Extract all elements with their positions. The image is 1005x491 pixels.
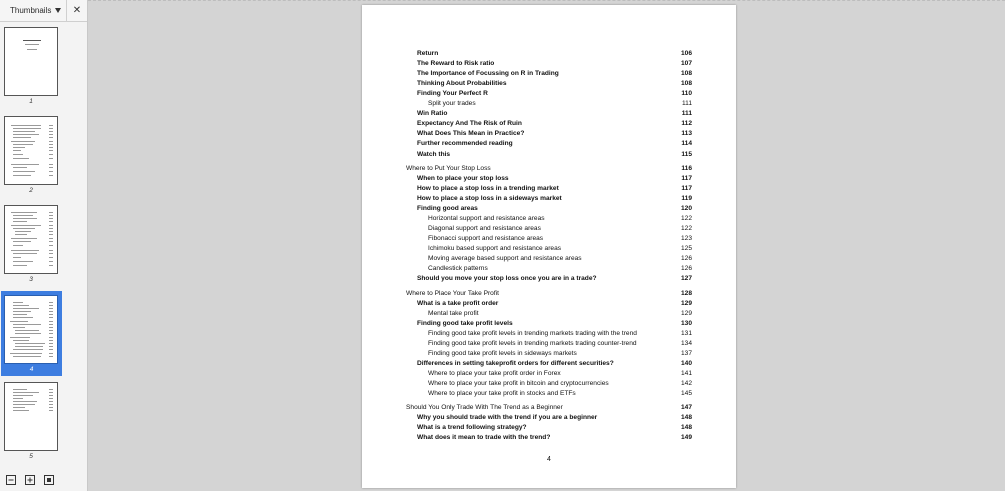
toc-entry[interactable] bbox=[362, 204, 736, 214]
toc-entry-title: Horizontal support and resistance areas bbox=[428, 215, 545, 222]
toc-entry-page: 149 bbox=[680, 434, 692, 442]
toc-entry[interactable] bbox=[362, 79, 736, 89]
toc-entry[interactable] bbox=[362, 433, 736, 443]
toc-entry[interactable] bbox=[362, 244, 736, 254]
toc-entry[interactable] bbox=[362, 329, 736, 339]
toc-entry[interactable] bbox=[362, 369, 736, 379]
toc-entry-title: Moving average based support and resistance areas bbox=[428, 255, 582, 263]
toc-entry[interactable] bbox=[362, 403, 736, 413]
toc-entry[interactable] bbox=[362, 423, 736, 433]
thumbnail-page-5[interactable] bbox=[0, 382, 64, 468]
toc-entry-title: The Reward to Risk ratio bbox=[417, 60, 495, 68]
toc-entry-page: 137 bbox=[680, 349, 692, 357]
toc-entry-page: 111 bbox=[681, 100, 692, 108]
toc-entry[interactable] bbox=[362, 194, 736, 204]
toc-entry-page: 129 bbox=[680, 299, 692, 307]
thumbnail-page-number: 2 bbox=[29, 187, 33, 194]
toc-entry[interactable] bbox=[362, 264, 736, 274]
toc-entry-title: Should You Only Trade With The Trend as a Beginner bbox=[406, 404, 563, 412]
thumbnail-page-2[interactable] bbox=[0, 116, 64, 202]
toc-entry-page: 116 bbox=[681, 164, 692, 172]
toc-entry[interactable] bbox=[362, 129, 736, 139]
toc-entry-page: 106 bbox=[680, 50, 692, 57]
toc-entry-page: 122 bbox=[680, 225, 692, 233]
toc-entry-title: What is a take profit order bbox=[417, 299, 499, 307]
toc-entry-title: Where to Put Your Stop Loss bbox=[406, 164, 491, 172]
toc-entry-page: 120 bbox=[680, 204, 692, 212]
toc-entry-title: Win Ratio bbox=[417, 110, 448, 118]
collapse-all-button[interactable] bbox=[4, 474, 17, 487]
thumbnail-page-image bbox=[4, 116, 58, 185]
thumbnail-page-1[interactable] bbox=[0, 27, 64, 113]
thumbnail-page-image bbox=[4, 295, 58, 364]
toc-entry[interactable] bbox=[362, 389, 736, 399]
toc-entry-title: Where to place your take profit order in Forex bbox=[428, 369, 561, 377]
toc-entry-page: 119 bbox=[681, 194, 692, 202]
toc-entry[interactable] bbox=[362, 214, 736, 224]
toc-entry-page: 108 bbox=[680, 80, 692, 88]
toc-entry-page: 126 bbox=[680, 265, 692, 273]
toc-entry-title: Where to place your take profit in bitcoin and cryptocurrencies bbox=[428, 380, 609, 387]
collapse-icon bbox=[6, 475, 16, 485]
toc-entry[interactable] bbox=[362, 319, 736, 329]
close-icon: ✕ bbox=[72, 5, 82, 16]
toc-entry-title: Finding good take profit levels in trending markets trading counter-trend bbox=[428, 339, 637, 347]
thumbnail-page-number: 5 bbox=[29, 453, 33, 460]
expand-current-icon bbox=[44, 475, 54, 485]
toc-entry-title: Finding good take profit levels in sideways markets bbox=[428, 349, 577, 357]
toc-entry[interactable] bbox=[362, 359, 736, 369]
toc-entry-title: How to place a stop loss in a sideways market bbox=[417, 194, 562, 202]
toc-entry-page: 117 bbox=[681, 174, 692, 182]
toc-entry-title: Diagonal support and resistance areas bbox=[428, 225, 541, 233]
toc-entry[interactable] bbox=[362, 69, 736, 79]
thumbnail-page-image bbox=[4, 205, 58, 274]
thumbnail-page-3[interactable] bbox=[0, 205, 64, 291]
thumbnail-sidebar bbox=[0, 0, 88, 491]
sidebar-footer bbox=[0, 469, 88, 491]
toc-entry-page: 110 bbox=[681, 90, 692, 98]
toc-entry-title: How to place a stop loss in a trending market bbox=[417, 184, 559, 192]
toc-entry-page: 113 bbox=[681, 130, 692, 138]
toc-entry-title: Finding Your Perfect R bbox=[417, 90, 488, 98]
chevron-down-icon bbox=[55, 8, 61, 13]
toc-entry-page: 125 bbox=[680, 245, 692, 253]
toc-entry-page: 115 bbox=[681, 150, 692, 158]
toc-entry-title: What Does This Mean in Practice? bbox=[417, 130, 525, 138]
toc-entry-page: 129 bbox=[680, 309, 692, 317]
toc-entry-title: Finding good areas bbox=[417, 204, 478, 212]
toc-entry-title: What does it mean to trade with the trend? bbox=[417, 434, 551, 442]
toc-entry-title: Mental take profit bbox=[428, 309, 479, 317]
expand-current-button[interactable] bbox=[42, 474, 55, 487]
close-sidebar-button[interactable] bbox=[67, 0, 87, 22]
toc-entry-page: 127 bbox=[680, 275, 692, 283]
toc-entry-page: 111 bbox=[681, 110, 692, 118]
toc-entry-page: 107 bbox=[680, 60, 692, 68]
toc-entry-title: Thinking About Probabilities bbox=[417, 80, 507, 88]
toc-entry[interactable] bbox=[362, 184, 736, 194]
toc-entry[interactable] bbox=[362, 274, 736, 284]
document-viewer[interactable] bbox=[88, 0, 1005, 491]
thumbnail-page-image bbox=[4, 382, 58, 451]
toc-entry[interactable] bbox=[362, 224, 736, 234]
toc-entry-title: Should you move your stop loss once you are in a trade? bbox=[417, 275, 597, 283]
toc-entry[interactable] bbox=[362, 109, 736, 119]
toc-entry-page: 131 bbox=[680, 329, 692, 337]
toc-entry-title: Return bbox=[417, 50, 439, 57]
document-page bbox=[362, 5, 736, 488]
toc-entry-page: 134 bbox=[680, 339, 692, 347]
toc-entry-page: 145 bbox=[680, 390, 692, 398]
toc-entry[interactable] bbox=[362, 89, 736, 99]
toc-entry-title: Differences in setting takeprofit orders for different securities? bbox=[417, 359, 614, 367]
toc-entry[interactable] bbox=[362, 164, 736, 174]
toc-entry[interactable] bbox=[362, 289, 736, 299]
toc-entry[interactable] bbox=[362, 139, 736, 149]
toc-entry-title: Watch this bbox=[417, 150, 451, 158]
expand-icon bbox=[25, 475, 35, 485]
toc-entry-title: Where to Place Your Take Profit bbox=[406, 289, 499, 297]
thumbnail-page-4[interactable] bbox=[1, 291, 62, 376]
toc-entry[interactable] bbox=[362, 299, 736, 309]
toc-entry-title: Expectancy And The Risk of Ruin bbox=[417, 120, 522, 128]
toc-entry-title: What is a trend following strategy? bbox=[417, 424, 527, 432]
toc-entry-title: Candlestick patterns bbox=[428, 265, 488, 273]
toc-entry-page: 126 bbox=[680, 255, 692, 263]
toc-entry-title: When to place your stop loss bbox=[417, 174, 509, 182]
toc-entry-title: Fibonacci support and resistance areas bbox=[428, 235, 544, 243]
toc-entry[interactable] bbox=[362, 99, 736, 109]
toc-entry[interactable] bbox=[362, 174, 736, 184]
sidebar-view-label: Thumbnails bbox=[10, 6, 52, 15]
toc-entry-page: 114 bbox=[681, 140, 692, 148]
toc-entry[interactable] bbox=[362, 339, 736, 349]
toc-entry-title: Why you should trade with the trend if you are a beginner bbox=[417, 414, 598, 422]
toc-entry-page: 123 bbox=[680, 235, 692, 243]
toc-entry-title: Split your trades bbox=[428, 100, 476, 108]
toc-entry[interactable] bbox=[362, 309, 736, 319]
toc-entry[interactable] bbox=[362, 119, 736, 129]
toc-entry[interactable] bbox=[362, 349, 736, 359]
toc-entry[interactable] bbox=[362, 49, 736, 59]
toc-entry-title: The Importance of Focussing on R in Trading bbox=[417, 70, 559, 78]
toc-entry[interactable] bbox=[362, 413, 736, 423]
toc-entry[interactable] bbox=[362, 234, 736, 244]
toc-entry-title: Further recommended reading bbox=[417, 140, 513, 148]
expand-all-button[interactable] bbox=[23, 474, 36, 487]
toc-entry-page: 147 bbox=[680, 404, 692, 412]
thumbnail-page-number: 1 bbox=[29, 98, 33, 105]
toc-entry-page: 148 bbox=[680, 414, 692, 422]
thumbnail-page-image bbox=[4, 27, 58, 96]
toc-entry[interactable] bbox=[362, 59, 736, 69]
toc-entry-page: 130 bbox=[680, 319, 692, 327]
toc-entry-page: 122 bbox=[680, 215, 692, 222]
toc-entry-page: 117 bbox=[681, 184, 692, 192]
toc-entry-page: 112 bbox=[681, 120, 692, 128]
toc-entry-page: 141 bbox=[680, 369, 692, 377]
toc-entry-page: 108 bbox=[680, 70, 692, 78]
toc-entry[interactable] bbox=[362, 150, 736, 160]
toc-entry[interactable] bbox=[362, 254, 736, 264]
toc-entry-title: Where to place your take profit in stocks and ETFs bbox=[428, 390, 576, 398]
thumbnail-page-number: 4 bbox=[29, 366, 34, 373]
sidebar-view-dropdown[interactable] bbox=[0, 0, 67, 22]
page-number-footer: 4 bbox=[547, 456, 551, 463]
thumbnail-page-number: 3 bbox=[29, 276, 33, 283]
toc-entry-title: Finding good take profit levels bbox=[417, 319, 513, 327]
toc-entry-page: 140 bbox=[680, 359, 692, 367]
toc-entry-title: Finding good take profit levels in trending markets trading with the trend bbox=[428, 329, 637, 337]
sidebar-header bbox=[0, 0, 87, 22]
toc-entry[interactable] bbox=[362, 379, 736, 389]
toc-entry-title: Ichimoku based support and resistance areas bbox=[428, 245, 562, 253]
toc-entry-page: 148 bbox=[680, 424, 692, 432]
toc-entry-page: 128 bbox=[680, 289, 692, 297]
toc-entry-page: 142 bbox=[680, 380, 692, 387]
